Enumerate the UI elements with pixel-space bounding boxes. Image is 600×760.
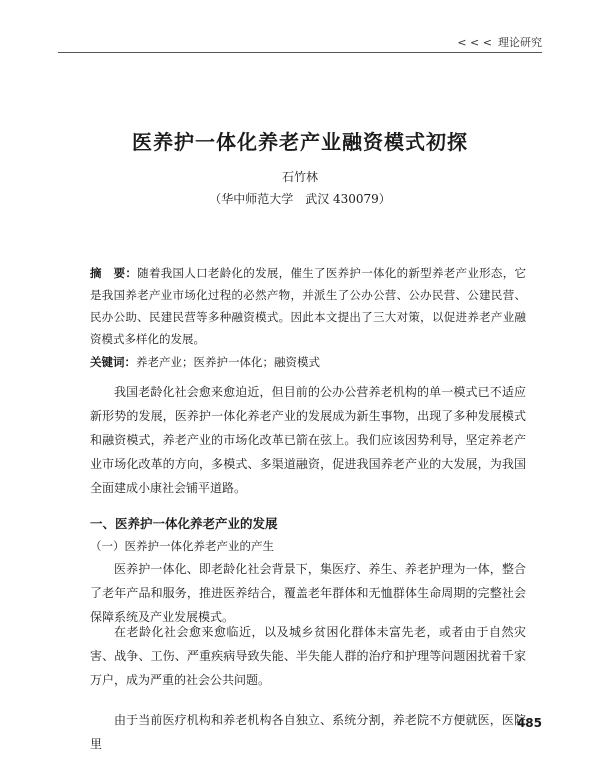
keywords [90,352,526,372]
author-affiliation: （华中师范大学 武汉 430079） [209,192,391,206]
article-title: 医养护一体化养老产业融资模式初探 [132,130,468,154]
running-header [457,34,542,50]
body-paragraph: 医养护一体化、即老龄化社会背景下，集医疗、养生、养老护理为一体，整合了老年产品和服务，推进医养结合，覆盖老年群体和无恤群体生命周期的完整社会保障系统及产业发展模式。 [90,562,526,624]
page-number: 485 [516,716,542,730]
header-divider [58,52,542,53]
body-paragraph: 由于当前医疗机构和养老机构各自独立、系统分割，养老院不方便就医，医院里 [90,713,526,751]
keywords-text: 养老产业；医养护一体化；融资模式 [136,355,320,369]
keywords-label: 关键词： [90,355,136,369]
chevron-icons: < < < [457,35,492,49]
body-paragraph: 在老龄化社会愈来愈临近，以及城乡贫困化群体未富先老，或者由于自然灾害、战争、工伤、严重疾病导致失能、半失能人群的治疗和护理等问题困扰着千家万户，成为严重的社会公共问题。 [90,625,526,687]
abstract [90,262,526,350]
abstract-label: 摘 要： [90,266,138,280]
abstract-text: 随着我国人口老龄化的发展，催生了医养护一体化的新型养老产业形态，它是我国养老产业市场化过程的必然产物，并派生了公办公营、公办民营、公建民营、民办公助、民建民营等多种融资模式。因此本文提出了三大对策，以促进养老产业融资模式多样化的发展。 [90,266,527,346]
intro-paragraph: 我国老龄化社会愈来愈迫近，但目前的公办公营养老机构的单一模式已不适应新形势的发展，医养护一体化养老产业的发展成为新生事物，出现了多种发展模式和融资模式，养老产业的市场化改革已箭在弦上。我们应该因势利导，坚定养老产业市场化改革的方向，多模式、多渠道融资，促进我国养老产业的大发展，为我国全面建成小康社会铺平道路。 [90,385,526,495]
subsection-heading: （一）医养护一体化养老产业的产生 [90,539,274,553]
section-heading: 一、医养护一体化养老产业的发展 [90,516,278,531]
section-label: 理论研究 [498,36,542,49]
author-name: 石竹林 [281,170,318,184]
